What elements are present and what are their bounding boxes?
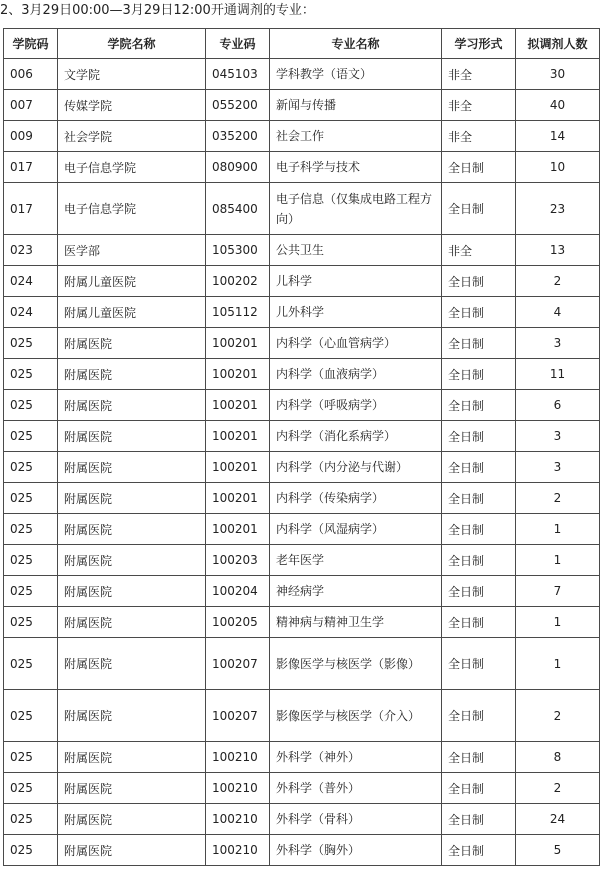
cell-college-code: 024 xyxy=(4,297,58,328)
cell-study-mode: 全日制 xyxy=(442,266,516,297)
cell-college-code: 025 xyxy=(4,483,58,514)
cell-college-code: 023 xyxy=(4,235,58,266)
cell-study-mode: 全日制 xyxy=(442,835,516,866)
table-row xyxy=(4,121,600,152)
cell-major-name: 外科学（骨科） xyxy=(270,804,442,835)
cell-major-code: 100204 xyxy=(206,576,270,607)
cell-major-name: 内科学（内分泌与代谢） xyxy=(270,452,442,483)
cell-study-mode: 全日制 xyxy=(442,804,516,835)
cell-college-code: 009 xyxy=(4,121,58,152)
cell-quota: 8 xyxy=(516,742,600,773)
cell-quota: 4 xyxy=(516,297,600,328)
header-college-code: 学院码 xyxy=(4,29,58,59)
cell-college-name: 附属医院 xyxy=(58,742,206,773)
cell-college-code: 025 xyxy=(4,452,58,483)
cell-major-code: 100210 xyxy=(206,804,270,835)
table-row xyxy=(4,690,600,742)
cell-study-mode: 全日制 xyxy=(442,690,516,742)
cell-major-code: 100201 xyxy=(206,390,270,421)
cell-college-name: 附属医院 xyxy=(58,690,206,742)
cell-major-code: 105112 xyxy=(206,297,270,328)
cell-study-mode: 全日制 xyxy=(442,483,516,514)
cell-college-name: 附属医院 xyxy=(58,638,206,690)
cell-major-name: 新闻与传播 xyxy=(270,90,442,121)
table-row xyxy=(4,328,600,359)
cell-college-code: 025 xyxy=(4,328,58,359)
cell-major-name: 公共卫生 xyxy=(270,235,442,266)
cell-major-code: 100201 xyxy=(206,514,270,545)
table-row xyxy=(4,235,600,266)
cell-college-code: 025 xyxy=(4,359,58,390)
table-row xyxy=(4,545,600,576)
cell-study-mode: 全日制 xyxy=(442,390,516,421)
cell-study-mode: 全日制 xyxy=(442,452,516,483)
cell-college-name: 附属医院 xyxy=(58,483,206,514)
cell-college-code: 025 xyxy=(4,804,58,835)
cell-major-code: 100207 xyxy=(206,638,270,690)
cell-college-code: 025 xyxy=(4,690,58,742)
cell-study-mode: 全日制 xyxy=(442,297,516,328)
table-row xyxy=(4,266,600,297)
cell-college-name: 附属医院 xyxy=(58,804,206,835)
cell-quota: 1 xyxy=(516,545,600,576)
cell-major-code: 105300 xyxy=(206,235,270,266)
cell-study-mode: 全日制 xyxy=(442,545,516,576)
cell-major-name: 内科学（传染病学） xyxy=(270,483,442,514)
cell-college-name: 附属医院 xyxy=(58,835,206,866)
cell-major-name: 影像医学与核医学（影像） xyxy=(270,638,442,690)
cell-college-name: 附属医院 xyxy=(58,545,206,576)
cell-major-name: 学科教学（语文） xyxy=(270,59,442,90)
cell-college-code: 025 xyxy=(4,638,58,690)
cell-quota: 2 xyxy=(516,483,600,514)
cell-quota: 3 xyxy=(516,421,600,452)
cell-college-code: 025 xyxy=(4,421,58,452)
cell-college-code: 017 xyxy=(4,183,58,235)
table-row xyxy=(4,297,600,328)
cell-major-code: 045103 xyxy=(206,59,270,90)
cell-college-code: 007 xyxy=(4,90,58,121)
cell-quota: 5 xyxy=(516,835,600,866)
cell-study-mode: 全日制 xyxy=(442,576,516,607)
cell-quota: 14 xyxy=(516,121,600,152)
cell-college-name: 附属医院 xyxy=(58,514,206,545)
header-college-name: 学院名称 xyxy=(58,29,206,59)
cell-college-code: 025 xyxy=(4,545,58,576)
cell-quota: 13 xyxy=(516,235,600,266)
cell-major-code: 100202 xyxy=(206,266,270,297)
cell-college-name: 附属医院 xyxy=(58,390,206,421)
cell-college-name: 传媒学院 xyxy=(58,90,206,121)
cell-study-mode: 全日制 xyxy=(442,514,516,545)
cell-study-mode: 全日制 xyxy=(442,773,516,804)
cell-study-mode: 非全 xyxy=(442,235,516,266)
cell-major-code: 100201 xyxy=(206,359,270,390)
table-row xyxy=(4,514,600,545)
cell-major-code: 100201 xyxy=(206,452,270,483)
table-row xyxy=(4,576,600,607)
cell-college-name: 文学院 xyxy=(58,59,206,90)
table-row xyxy=(4,452,600,483)
cell-major-name: 内科学（消化系病学） xyxy=(270,421,442,452)
table-header-row xyxy=(4,29,600,59)
adjustment-majors-table xyxy=(3,28,600,866)
table-row xyxy=(4,638,600,690)
cell-college-code: 017 xyxy=(4,152,58,183)
cell-study-mode: 全日制 xyxy=(442,607,516,638)
cell-college-name: 附属儿童医院 xyxy=(58,266,206,297)
cell-college-code: 025 xyxy=(4,514,58,545)
page-caption: 2、3月29日00:00—3月29日12:00开通调剂的专业： xyxy=(0,3,315,18)
cell-college-code: 006 xyxy=(4,59,58,90)
cell-quota: 2 xyxy=(516,690,600,742)
cell-major-name: 内科学（风湿病学） xyxy=(270,514,442,545)
cell-major-code: 100210 xyxy=(206,835,270,866)
cell-quota: 2 xyxy=(516,773,600,804)
cell-major-code: 100203 xyxy=(206,545,270,576)
cell-major-name: 儿科学 xyxy=(270,266,442,297)
cell-major-code: 100201 xyxy=(206,328,270,359)
table-row xyxy=(4,59,600,90)
cell-major-name: 影像医学与核医学（介入） xyxy=(270,690,442,742)
cell-major-code: 100207 xyxy=(206,690,270,742)
cell-college-name: 附属医院 xyxy=(58,773,206,804)
header-quota: 拟调剂人数 xyxy=(516,29,600,59)
cell-major-name: 外科学（普外） xyxy=(270,773,442,804)
table-row xyxy=(4,90,600,121)
cell-college-name: 电子信息学院 xyxy=(58,183,206,235)
cell-major-name: 儿外科学 xyxy=(270,297,442,328)
cell-quota: 30 xyxy=(516,59,600,90)
cell-college-code: 025 xyxy=(4,607,58,638)
table-row xyxy=(4,483,600,514)
cell-college-code: 025 xyxy=(4,576,58,607)
cell-quota: 24 xyxy=(516,804,600,835)
cell-quota: 1 xyxy=(516,514,600,545)
cell-study-mode: 全日制 xyxy=(442,359,516,390)
cell-quota: 6 xyxy=(516,390,600,421)
cell-major-name: 内科学（呼吸病学） xyxy=(270,390,442,421)
cell-study-mode: 全日制 xyxy=(442,183,516,235)
cell-quota: 10 xyxy=(516,152,600,183)
cell-major-name: 老年医学 xyxy=(270,545,442,576)
cell-college-name: 附属医院 xyxy=(58,359,206,390)
cell-college-name: 医学部 xyxy=(58,235,206,266)
cell-quota: 7 xyxy=(516,576,600,607)
header-study-mode: 学习形式 xyxy=(442,29,516,59)
cell-quota: 1 xyxy=(516,607,600,638)
cell-study-mode: 全日制 xyxy=(442,328,516,359)
cell-college-name: 电子信息学院 xyxy=(58,152,206,183)
header-major-name: 专业名称 xyxy=(270,29,442,59)
cell-college-name: 附属医院 xyxy=(58,421,206,452)
table-row xyxy=(4,607,600,638)
cell-college-code: 025 xyxy=(4,773,58,804)
cell-major-name: 内科学（心血管病学） xyxy=(270,328,442,359)
cell-quota: 3 xyxy=(516,452,600,483)
cell-college-code: 025 xyxy=(4,835,58,866)
cell-major-name: 外科学（神外） xyxy=(270,742,442,773)
cell-major-code: 085400 xyxy=(206,183,270,235)
table-row xyxy=(4,742,600,773)
table-row xyxy=(4,773,600,804)
cell-college-name: 附属儿童医院 xyxy=(58,297,206,328)
cell-study-mode: 全日制 xyxy=(442,638,516,690)
cell-major-code: 080900 xyxy=(206,152,270,183)
cell-college-code: 024 xyxy=(4,266,58,297)
cell-study-mode: 非全 xyxy=(442,121,516,152)
cell-quota: 1 xyxy=(516,638,600,690)
cell-major-code: 035200 xyxy=(206,121,270,152)
cell-major-name: 电子信息（仅集成电路工程方向） xyxy=(270,183,442,235)
cell-study-mode: 非全 xyxy=(442,90,516,121)
cell-study-mode: 全日制 xyxy=(442,152,516,183)
cell-college-code: 025 xyxy=(4,742,58,773)
cell-major-code: 100201 xyxy=(206,421,270,452)
cell-major-name: 精神病与精神卫生学 xyxy=(270,607,442,638)
cell-major-name: 电子科学与技术 xyxy=(270,152,442,183)
cell-quota: 11 xyxy=(516,359,600,390)
cell-major-name: 神经病学 xyxy=(270,576,442,607)
cell-study-mode: 全日制 xyxy=(442,421,516,452)
cell-college-name: 附属医院 xyxy=(58,576,206,607)
cell-major-name: 社会工作 xyxy=(270,121,442,152)
table-row xyxy=(4,183,600,235)
cell-college-name: 附属医院 xyxy=(58,452,206,483)
cell-college-name: 社会学院 xyxy=(58,121,206,152)
cell-major-code: 100205 xyxy=(206,607,270,638)
cell-major-code: 100210 xyxy=(206,773,270,804)
cell-college-name: 附属医院 xyxy=(58,328,206,359)
cell-major-name: 内科学（血液病学） xyxy=(270,359,442,390)
table-row xyxy=(4,835,600,866)
table-row xyxy=(4,421,600,452)
cell-quota: 40 xyxy=(516,90,600,121)
table-row xyxy=(4,152,600,183)
cell-major-code: 100210 xyxy=(206,742,270,773)
cell-major-code: 055200 xyxy=(206,90,270,121)
cell-college-code: 025 xyxy=(4,390,58,421)
cell-study-mode: 全日制 xyxy=(442,742,516,773)
table-row xyxy=(4,359,600,390)
cell-college-name: 附属医院 xyxy=(58,607,206,638)
table-row xyxy=(4,804,600,835)
cell-study-mode: 非全 xyxy=(442,59,516,90)
cell-quota: 23 xyxy=(516,183,600,235)
table-row xyxy=(4,390,600,421)
cell-major-name: 外科学（胸外） xyxy=(270,835,442,866)
cell-quota: 3 xyxy=(516,328,600,359)
header-major-code: 专业码 xyxy=(206,29,270,59)
cell-major-code: 100201 xyxy=(206,483,270,514)
cell-quota: 2 xyxy=(516,266,600,297)
